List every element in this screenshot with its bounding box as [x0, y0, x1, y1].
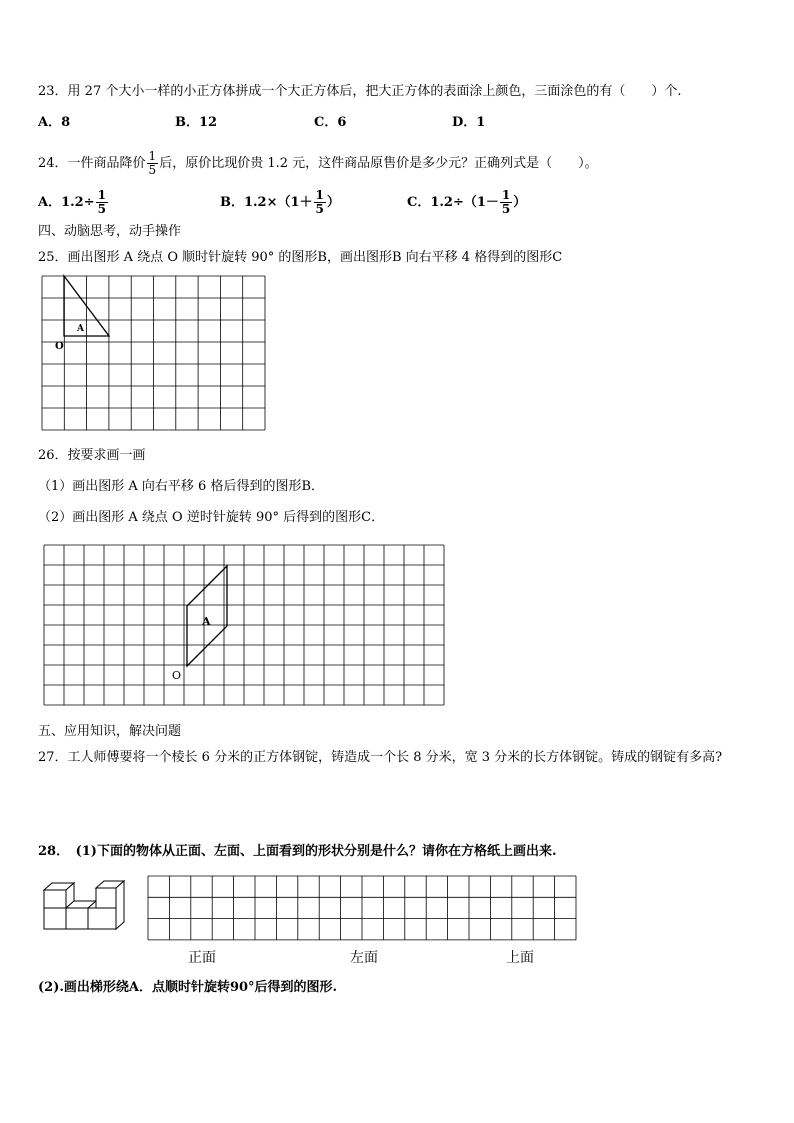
q26-label-a: A: [202, 615, 211, 628]
q28-grid-figure: [148, 876, 578, 942]
q24-stem: [38, 150, 598, 177]
q25-label-o: O: [55, 341, 64, 352]
q23-option-d: D．1: [452, 115, 486, 130]
q24-option-b-frac: [314, 189, 326, 216]
q24-option-c-num: 1: [501, 188, 511, 202]
q24-option-b-den: 5: [315, 202, 324, 216]
q24-frac-den: 5: [148, 163, 157, 177]
q28-grid: [148, 876, 576, 940]
q23-option-a: A．8: [38, 115, 71, 130]
q25-label-a: A: [77, 324, 84, 334]
q25-grid-figure: [42, 276, 268, 436]
q26-stem: 26．按要求画一画: [38, 448, 146, 463]
q28-cube-lower-right: [88, 908, 116, 929]
q28-cube-upper-left: [44, 890, 66, 908]
q25-stem: 25．画出图形 A 绕点 O 顺时针旋转 90° 的图形B，画出图形B 向右平移 4 格得到的图形C: [38, 250, 563, 265]
q26-grid-figure: [44, 545, 446, 709]
q28-label-left: 左面: [350, 950, 378, 966]
q26-sub2: （2）画出图形 A 绕点 O 逆时针旋转 90° 后得到的图形C．: [38, 510, 385, 525]
q28-cube-right-side: [116, 881, 124, 929]
q24-option-c-pre: C．1.2÷（1－: [407, 195, 499, 210]
q24-option-b-post: ）: [326, 195, 340, 210]
q23-stem: 23．用 27 个大小一样的小正方体拼成一个大正方体后，把大正方体的表面涂上颜色，三面涂色的有（ ）个.: [38, 84, 682, 99]
q28-cube-stack-figure: [44, 880, 126, 932]
q24-option-c-frac: [500, 189, 512, 216]
q24-fraction: [147, 150, 159, 177]
q26-label-o: O: [172, 669, 182, 682]
q24-option-b-pre: B．1.2×（1＋: [220, 195, 313, 210]
q24-option-b: [220, 189, 340, 216]
q24-stem-post: 后，原价比现价贵 1.2 元，这件商品原售价是多少元？正确列式是（ ）。: [159, 156, 598, 171]
q28-cube-upper-right: [96, 888, 116, 908]
section-4-heading: 四、动脑思考，动手操作: [38, 224, 182, 239]
q24-option-c: [407, 189, 526, 216]
q28-label-top: 上面: [506, 950, 534, 966]
q24-option-c-post: ）: [513, 195, 527, 210]
q28-stem: 28． (1)下面的物体从正面、左面、上面看到的形状分别是什么？请你在方格纸上画出来.: [38, 844, 557, 859]
q24-stem-pre: 24．一件商品降价: [38, 156, 146, 171]
q27-stem: 27．工人师傅要将一个棱长 6 分米的正方体钢锭，铸造成一个长 8 分米，宽 3 分米的长方体钢锭。铸成的钢锭有多高?: [38, 750, 723, 765]
q24-frac-num: 1: [148, 149, 157, 163]
q24-option-a-num: 1: [97, 188, 106, 202]
q28-sub2: (2).画出梯形绕A．点顺时针旋转90°后得到的图形.: [38, 980, 338, 995]
q24-option-c-den: 5: [501, 202, 511, 216]
q28-cube-lower-left: [44, 908, 66, 929]
q25-grid: [42, 276, 265, 430]
q26-sub1: （1）画出图形 A 向右平移 6 格后得到的图形B．: [38, 479, 325, 494]
q24-option-a-den: 5: [97, 202, 106, 216]
q24-option-a-frac: [96, 189, 108, 216]
q23-option-b: B．12: [175, 115, 218, 130]
q24-option-a: [38, 189, 109, 216]
q24-option-b-num: 1: [315, 188, 324, 202]
q28-label-front: 正面: [188, 950, 216, 966]
q24-option-a-pre: A．1.2÷: [38, 195, 95, 210]
section-5-heading: 五、应用知识，解决问题: [38, 724, 182, 739]
q23-option-c: C．6: [314, 115, 347, 130]
q28-cube-lower-middle: [66, 908, 88, 929]
q26-grid: [44, 545, 444, 705]
